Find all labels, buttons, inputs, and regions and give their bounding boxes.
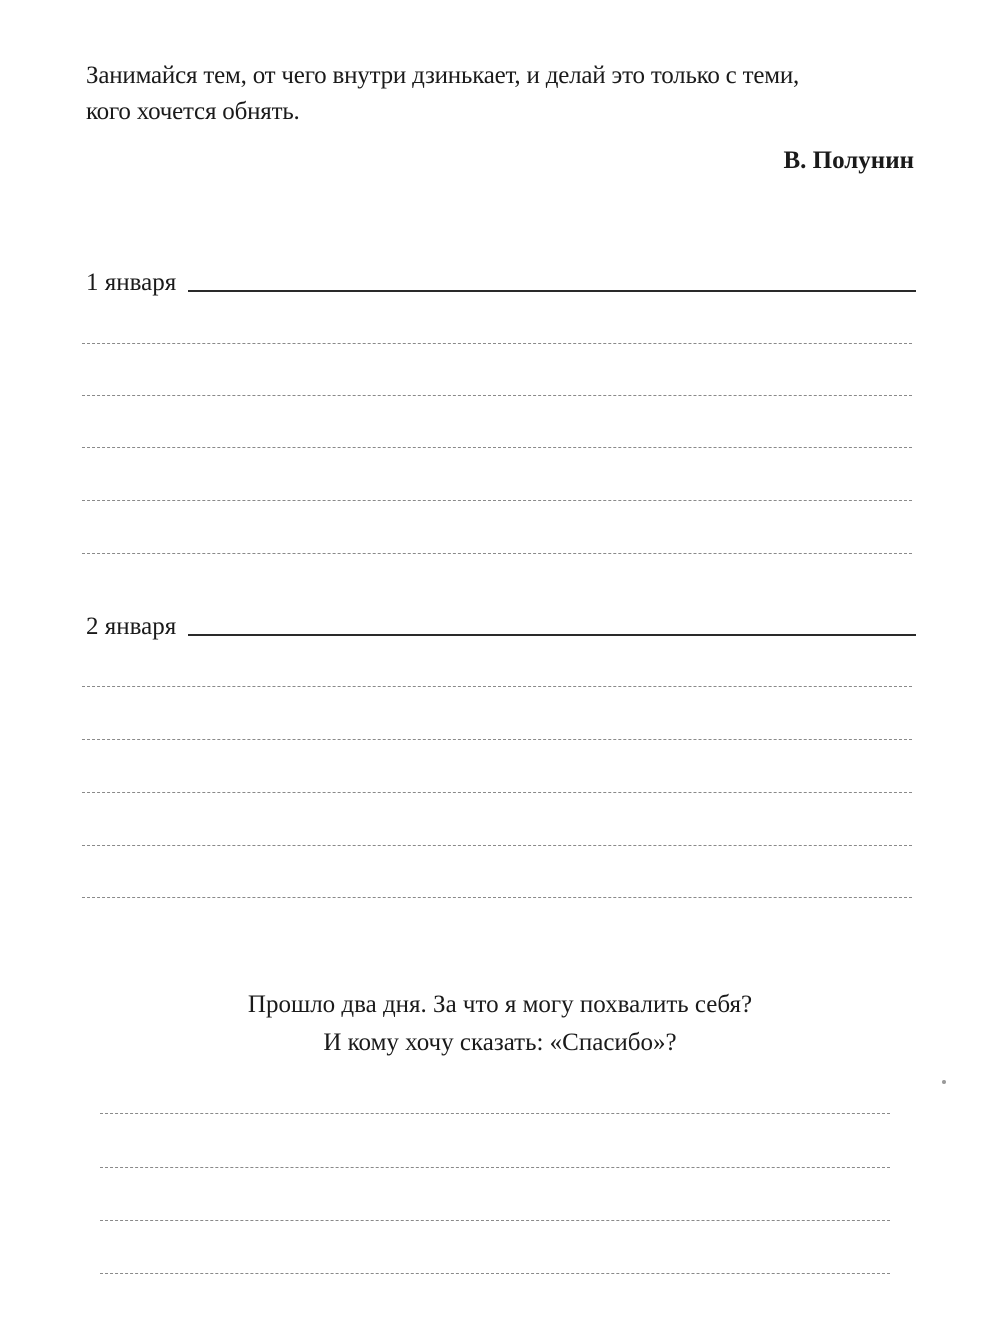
entry-2-writing-line-3[interactable] [82,792,912,793]
entry-1-header [86,262,916,298]
entry-1-writing-line-4[interactable] [82,500,912,501]
reflection-writing-line-2[interactable] [100,1167,890,1168]
entry-2-date: 2 января [86,613,177,640]
epigraph-quote [86,58,916,130]
reflection-writing-line-4[interactable] [100,1273,890,1274]
quote-author: В. Полунин [783,147,914,174]
quote-line-2: кого хочется обнять. [86,98,300,125]
entry-1-writing-line-3[interactable] [82,447,912,448]
reflection-writing-line-1[interactable] [100,1113,890,1114]
entry-2-writing-line-2[interactable] [82,739,912,740]
reflection-prompt-line-1: Прошло два дня. За что я могу похвалить себя? [247,991,753,1018]
entry-1-writing-line-2[interactable] [82,395,912,396]
entry-1-writing-line-5[interactable] [82,553,912,554]
reflection-prompt-line-2: И кому хочу сказать: «Спасибо»? [323,1029,677,1056]
entry-2-title-line[interactable] [188,634,916,636]
quote-line-1: Занимайся тем, от чего внутри дзинькает, и делай это только с теми, [86,62,800,89]
entry-1-date: 1 января [86,269,177,296]
entry-2-writing-line-1[interactable] [82,686,912,687]
entry-2-header [86,606,916,642]
entry-2-writing-line-4[interactable] [82,845,912,846]
entry-1-title-line[interactable] [188,290,916,292]
entry-2-writing-line-5[interactable] [82,897,912,898]
scan-speck [942,1080,946,1084]
reflection-writing-line-3[interactable] [100,1220,890,1221]
entry-1-writing-line-1[interactable] [82,343,912,344]
